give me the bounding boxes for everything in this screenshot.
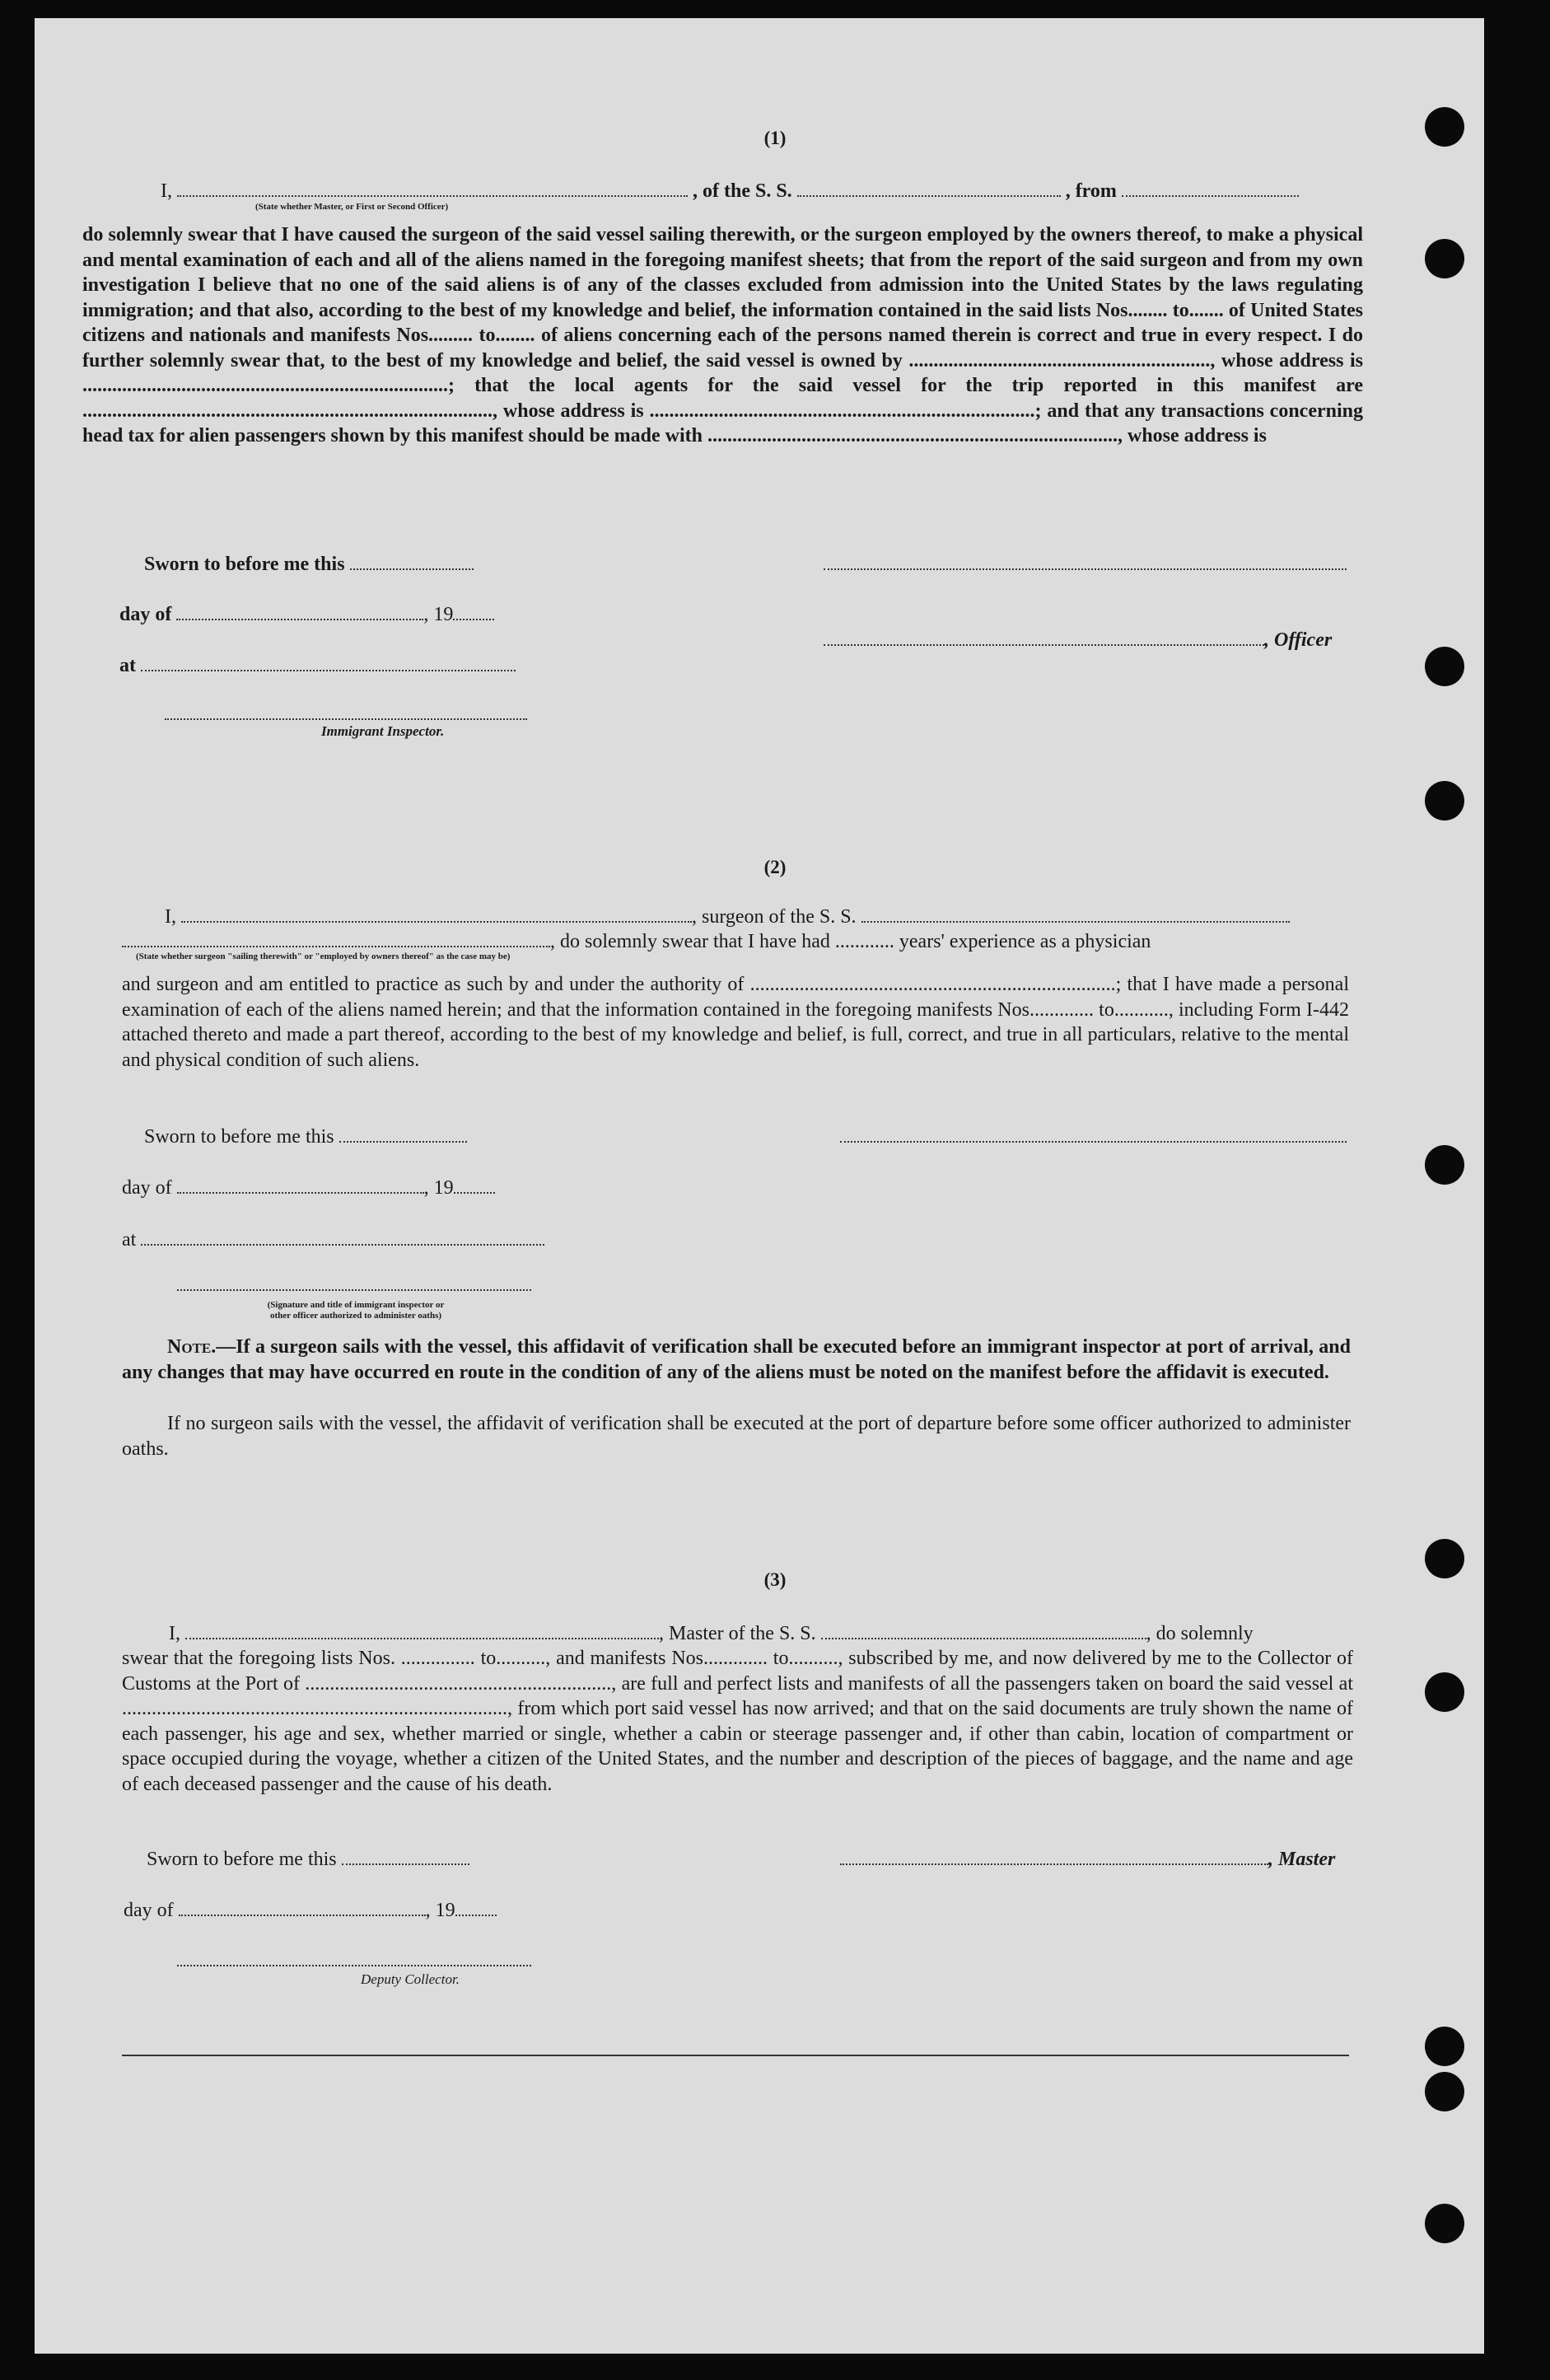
label-i: I, — [165, 906, 176, 928]
master-signature-line — [840, 1847, 1335, 1871]
collector-caption: Deputy Collector. — [361, 1971, 460, 1987]
officer-signature-line[interactable] — [824, 568, 1347, 570]
section-2-sworn-line — [144, 1125, 467, 1148]
surgeon-type-note: (State whether surgeon "sailing therewith" or "employed by owners thereof" as the case may be) — [136, 952, 511, 961]
section-2-at-line — [122, 1227, 544, 1251]
master-signature-field[interactable] — [840, 1847, 1268, 1865]
surgeon-name-field[interactable] — [181, 905, 692, 923]
sworn-day-field[interactable] — [339, 1125, 467, 1143]
month-field[interactable] — [176, 602, 423, 620]
from-port-field[interactable] — [1122, 179, 1299, 197]
vessel-name-field[interactable] — [821, 1621, 1146, 1639]
punch-hole — [1425, 2204, 1464, 2243]
signature-caption-line: other officer authorized to administer oaths) — [269, 1311, 442, 1321]
signature-caption — [183, 1300, 529, 1321]
year-label: , 19 — [423, 1177, 454, 1199]
sworn-label: Sworn to before me this — [147, 1849, 337, 1870]
note-paragraph — [122, 1335, 1351, 1385]
section-1-at-line — [119, 653, 516, 677]
section-1-day-line — [119, 602, 494, 626]
master-name-field[interactable] — [185, 1621, 659, 1639]
officer-name-field[interactable] — [177, 179, 688, 197]
at-label: at — [122, 1229, 137, 1251]
section-2-body: and surgeon and am entitled to practice as such by and under the authority of ..........................................................................; that I have made a personal examination of each of the aliens named herein; and that the information contained in the foregoing manifests Nos............. to..........., including Form I-442 attached thereto and made a part thereof, according to the best of my knowledge and belief, is full, correct, and true in all particulars, relative to the mental and physical condition of such aliens. — [122, 974, 1349, 1071]
note-paragraph-2: If no surgeon sails with the vessel, the affidavit of verification shall be executed at the port of departure before some officer authorized to administer oaths. — [122, 1413, 1351, 1460]
inspector-signature-line[interactable] — [177, 1289, 531, 1291]
experience-label: , do solemnly swear that I have had ............ years' experience as a physician — [550, 931, 1151, 952]
label-i: I, — [169, 1623, 180, 1644]
punch-hole — [1425, 239, 1464, 278]
section-2-second-line — [122, 929, 1151, 953]
month-field[interactable] — [177, 1176, 424, 1194]
officer-label: , Officer — [1264, 629, 1333, 651]
label-i: I, — [161, 180, 172, 202]
bottom-rule — [122, 2055, 1349, 2056]
day-of-label: day of — [122, 1177, 172, 1199]
section-3-body: swear that the foregoing lists Nos. ............... to.........., and manifests Nos............. to.........., subscribed by me, and now delivered by me to the Collector of Customs at the Port of .............................................................., are full and perfect lists and manifests of all the passengers taken on board the said vessel at .............................................................................., from which port said vessel has now arrived; and that on the said documents are truly shown the name of each passenger, his age and sex, whether married or single, whether a cabin or steerage passenger and, if other than cabin, location of compartment or space occupied during the voyage, whether a citizen of the United States, and the number and description of the pieces of baggage, and the name and age of each deceased passenger and the cause of his death. — [122, 1648, 1353, 1795]
punch-hole — [1425, 2027, 1464, 2066]
do-solemnly-label: , do solemnly — [1146, 1623, 1254, 1644]
section-1-sworn-line — [144, 552, 474, 576]
year-label: , 19 — [425, 1900, 455, 1921]
signature-caption-line: (Signature and title of immigrant inspector or — [267, 1300, 445, 1310]
section-2-day-line — [122, 1176, 495, 1199]
day-of-label: day of — [119, 604, 172, 625]
at-place-field[interactable] — [141, 653, 516, 671]
label-of-ss: , of the S. S. — [693, 180, 792, 202]
year-field[interactable] — [454, 1176, 495, 1194]
year-field[interactable] — [455, 1898, 497, 1916]
section-2-first-line — [165, 905, 1290, 928]
punch-hole — [1425, 781, 1464, 821]
punch-hole — [1425, 1145, 1464, 1185]
section-1-first-line — [161, 179, 1299, 203]
officer-line — [824, 628, 1332, 652]
inspector-caption: Immigrant Inspector. — [321, 723, 445, 739]
collector-signature-line[interactable] — [177, 1965, 531, 1966]
surgeon-type-field[interactable] — [122, 929, 550, 947]
officer-title-field[interactable] — [824, 628, 1264, 646]
section-3-day-line — [124, 1898, 497, 1922]
vessel-name-field[interactable] — [797, 179, 1061, 197]
sworn-label: Sworn to before me this — [144, 554, 345, 575]
note-label: Note. — [167, 1336, 217, 1358]
at-label: at — [119, 655, 136, 676]
sworn-day-field[interactable] — [350, 552, 474, 570]
section-1-body: do solemnly swear that I have caused the surgeon of the said vessel sailing therewith, or the surgeon employed by the owners thereof, to make a physical and mental examination of each and all of the aliens named in the foregoing manifest sheets; that from the report of the said surgeon and from my own investigation I believe that no one of the said aliens is of any of the classes excluded from admission into the United States by the laws regulating immigration; and that also, according to the best of my knowledge and belief, the information contained in the said lists Nos........ to....... of United States citizens and nationals and manifests Nos......... to........ of aliens concerning each of the persons named therein is correct and true in every respect. I do further solemnly swear that, to the best of my knowledge and belief, the said vessel is owned by ............................................................., whose address is ..........................................................................; that the local agents for the said vessel for the trip reported in this manifest are ..................................................................................., whose address is ..............................................................................; and that any transactions concerning head tax for alien passengers shown by this manifest should be made with ..................................................................................., whose address is — [82, 224, 1363, 447]
punch-hole — [1425, 2072, 1464, 2111]
punch-hole — [1425, 647, 1464, 686]
sworn-day-field[interactable] — [342, 1847, 469, 1865]
punch-hole — [1425, 1672, 1464, 1712]
year-label: , 19 — [423, 604, 454, 625]
section-3-first-line — [169, 1621, 1254, 1645]
surgeon-label: , surgeon of the S. S. — [692, 906, 857, 928]
master-caption: , Master — [1268, 1849, 1336, 1870]
rank-note: (State whether Master, or First or Second Officer) — [255, 202, 449, 212]
year-field[interactable] — [453, 602, 494, 620]
section-1-number: (1) — [763, 128, 787, 148]
day-of-label: day of — [124, 1900, 174, 1921]
at-place-field[interactable] — [141, 1227, 544, 1246]
sworn-label: Sworn to before me this — [144, 1126, 334, 1148]
inspector-signature-line[interactable] — [165, 718, 527, 720]
month-field[interactable] — [179, 1898, 426, 1916]
master-label: , Master of the S. S. — [659, 1623, 816, 1644]
label-from: , from — [1065, 180, 1117, 202]
section-3-number: (3) — [763, 1569, 787, 1590]
section-3-sworn-line — [147, 1847, 469, 1871]
surgeon-signature-line[interactable] — [840, 1141, 1347, 1143]
note-body: —If a surgeon sails with the vessel, this affidavit of verification shall be executed before an immigrant inspector at port of arrival, and any changes that may have occurred en route in the condition of any of the aliens must be noted on the manifest before the affidavit is executed. — [122, 1336, 1351, 1383]
vessel-name-field[interactable] — [861, 905, 1290, 923]
section-2-number: (2) — [763, 857, 787, 877]
